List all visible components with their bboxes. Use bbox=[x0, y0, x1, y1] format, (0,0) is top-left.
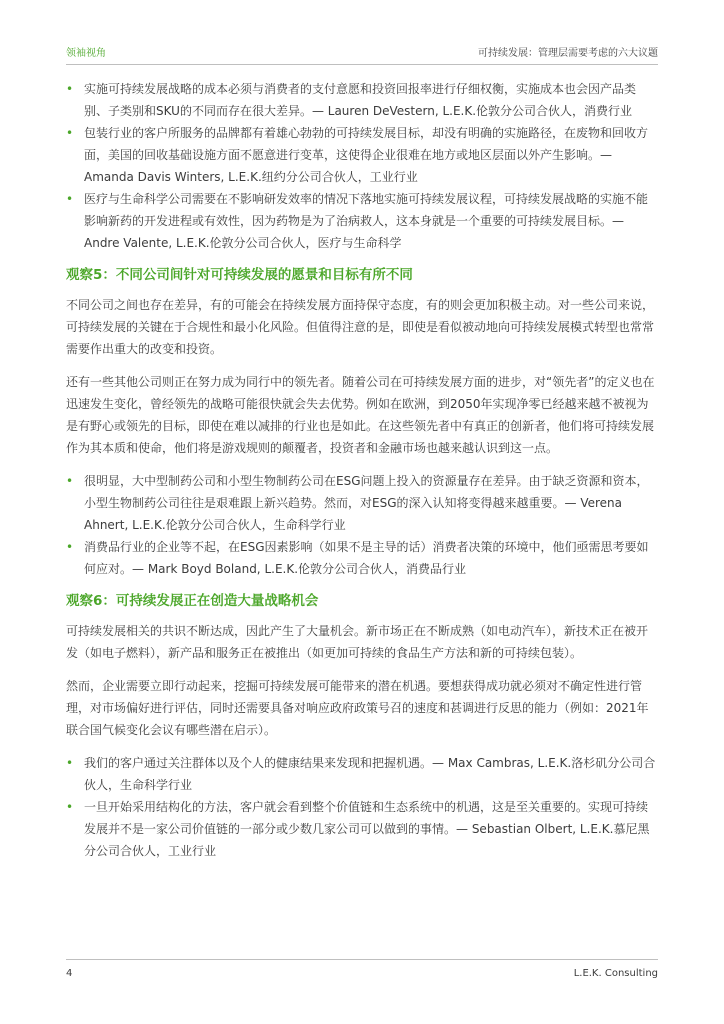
footer-divider bbox=[66, 959, 658, 960]
paragraph: 可持续发展相关的共识不断达成，因此产生了大量机会。新市场正在不断成熟（如电动汽车），新技术正在被开发（如电子燃料），新产品和服务正在被推出（如更加可持续的食品生产方法和新的可持续包装）。 bbox=[66, 624, 649, 660]
list-item: • 很明显，大中型制药公司和小型生物制药公司在ESG问题上投入的资源量存在差异。由于缺乏资源和资本，小型生物制药公司往往是艰难跟上新兴趋势。然而，对ESG的深入认知将变得越来越重要。— Verena Ahnert, L.E.K.伦敦分公司合伙人，生命科学行业 bbox=[66, 470, 658, 536]
list-item: • 一旦开始采用结构化的方法，客户就会看到整个价值链和生态系统中的机遇，这是至关重要的。实现可持续发展并不是一家公司价值链的一部分或少数几家公司可以做到的事情。— Sebastian Olbert, L.E.K.慕尼黑分公司合伙人，工业行业 bbox=[66, 796, 658, 862]
header-divider bbox=[66, 64, 658, 65]
stakeholder-quotes-list bbox=[66, 78, 658, 254]
header-section-label: 领袖视角 bbox=[66, 48, 106, 59]
page-number: 4 bbox=[66, 968, 73, 979]
section-heading-5: 观察5：不同公司间针对可持续发展的愿景和目标有所不同 bbox=[66, 267, 413, 283]
paragraph: 然而，企业需要立即行动起来，挖掘可持续发展可能带来的潜在机遇。要想获得成功就必须对不确定性进行管理，对市场偏好进行评估，同时还需要具备对响应政府政策号召的速度和甚调进行反思的能力（例如：2021年联合国气候变化会议有哪些潜在启示）。 bbox=[66, 679, 649, 737]
list-item: • 包装行业的客户所服务的品牌都有着雄心勃勃的可持续发展目标，却没有明确的实施路径，在废物和回收方面，美国的回收基础设施方面不愿意进行变革，这使得企业很难在地方或地区层面以外产生影响。— Amanda Davis Winters, L.E.K.纽约分公司合伙人，工业行业 bbox=[66, 122, 658, 188]
paragraph: 还有一些其他公司则正在努力成为同行中的领先者。随着公司在可持续发展方面的进步，对“领先者”的定义也在迅速发生变化，曾经领先的战略可能很快就会失去优势。例如在欧洲，到2050年实现净零已经越来越不被视为是有野心或领先的目标，即使在难以减排的行业也是如此。在这些领先者中有真正的创新者，他们将可持续发展作为其本质和使命，他们将是游戏规则的颠覆者，投资者和金融市场也越来越认识到这一点。 bbox=[66, 375, 655, 455]
section6-quotes-list bbox=[66, 752, 658, 862]
paragraph: 不同公司之间也存在差异，有的可能会在持续发展方面持保守态度，有的则会更加积极主动。对一些公司来说，可持续发展的关键在于合规性和最小化风险。但值得注意的是，即使是看似被动地向可持续发展模式转型也常常需要作出重大的改变和投资。 bbox=[66, 298, 655, 356]
section-heading-6: 观察6：可持续发展正在创造大量战略机会 bbox=[66, 593, 319, 609]
header-title: 可持续发展：管理层需要考虑的六大议题 bbox=[478, 48, 658, 59]
section5-quotes-list bbox=[66, 470, 658, 580]
list-item: • 实施可持续发展战略的成本必须与消费者的支付意愿和投资回报率进行仔细权衡，实施成本也会因产品类别、子类别和SKU的不同而存在很大差异。— Lauren DeVestern, L.E.K.伦敦分公司合伙人，消费行业 bbox=[66, 78, 658, 122]
list-item: • 消费品行业的企业等不起，在ESG因素影响（如果不是主导的话）消费者决策的环境中，他们亟需思考要如何应对。— Mark Boyd Boland, L.E.K.伦敦分公司合伙人，消费品行业 bbox=[66, 536, 658, 580]
main-content bbox=[66, 78, 658, 862]
list-item: • 我们的客户通过关注群体以及个人的健康结果来发现和把握机遇。— Max Cambras, L.E.K.洛杉矶分公司合伙人，生命科学行业 bbox=[66, 752, 658, 796]
list-item: • 医疗与生命科学公司需要在不影响研发效率的情况下落地实施可持续发展议程，可持续发展战略的实施不能影响新药的开发进程或有效性，因为药物是为了治病救人，这本身就是一个重要的可持续发展目标。— Andre Valente, L.E.K.伦敦分公司合伙人，医疗与生命科学 bbox=[66, 188, 658, 254]
footer-brand: L.E.K. Consulting bbox=[573, 968, 658, 979]
